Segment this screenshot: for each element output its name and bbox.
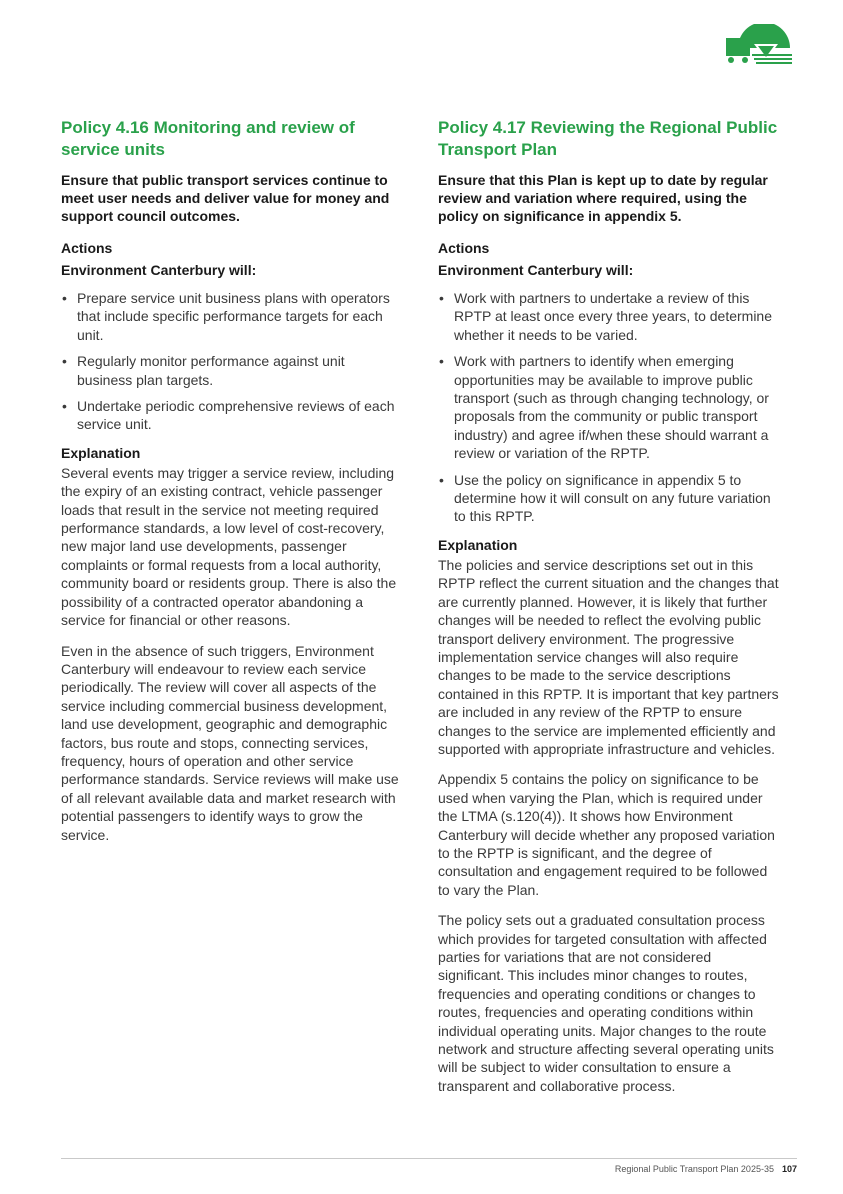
list-item: • Work with partners to undertake a review of this RPTP at least once every three years, to determine whether it needs to be varied. <box>438 289 780 344</box>
actions-heading: Actions <box>61 240 113 256</box>
list-item: • Use the policy on significance in appendix 5 to determine how it will consult on any future variation to this RPTP. <box>438 471 780 526</box>
actions-subheading: Environment Canterbury will: <box>438 262 634 278</box>
page-number: 107 <box>781 1164 797 1174</box>
actions-list <box>438 289 780 526</box>
policy-4-17-intro: Ensure that this Plan is kept up to date by regular review and variation where required, using the policy on significance in appendix 5. <box>438 172 768 224</box>
list-item: • Regularly monitor performance against unit business plan targets. <box>61 352 403 389</box>
footer-divider <box>61 1158 797 1159</box>
list-item: • Work with partners to identify when emerging opportunities may be available to improve public transport (such as through changing technology, or proposals from the community or public transport industry) and agree if/when these should warrant a review or variation of the RPTP. <box>438 352 780 462</box>
right-column <box>438 117 780 1107</box>
list-item: • Undertake periodic comprehensive reviews of each service unit. <box>61 397 403 434</box>
explanation-paragraph: Several events may trigger a service review, including the expiry of an existing contract, vehicle passenger loads that result in the service not meeting required performance standards, a low level of cost-recovery, new major land use developments, passenger complaints or formal requests from a local authority, community board or residents group. There is also the possibility of a contracted operator abandoning a service for financial or other reasons. <box>61 464 397 629</box>
explanation-paragraph: The policies and service descriptions set out in this RPTP reflect the current situation and the changes that are currently planned. However, it is likely that further changes will be needed to reflect the evolving public transport delivery environment. The progressive implementation service changes will also require changes to be made to the service descriptions contained in this RPTP. It is important that key partners are included in any review of the RPTP to ensure changes to the service are implemented efficiently and supported with appropriate infrastructure and vehicles. <box>438 556 779 757</box>
left-column <box>61 117 403 856</box>
explanation-heading: Explanation <box>438 536 518 553</box>
page-footer <box>615 1163 797 1175</box>
explanation-paragraph: Appendix 5 contains the policy on significance to be used when varying the Plan, which is required under the LTMA (s.120(4)). It shows how Environment Canterbury will decide whether any proposed variation to the RPTP is significant, and the degree of consultation and engagement required to be followed to vary the Plan. <box>438 771 775 898</box>
explanation-paragraph: The policy sets out a graduated consultation process which provides for targeted consultation with affected parties for variations that are not considered significant. This includes minor changes to routes, frequencies and operating conditions or changes to routes, frequencies and operating conditions within individual operating units. Major changes to the route network and structure affecting several operating units will be subject to wider consultation to ensure a transparent and collaborative process. <box>438 912 774 1094</box>
policy-4-16-title: Policy 4.16 Monitoring and review of service units <box>61 118 355 159</box>
footer-document-title: Regional Public Transport Plan 2025-35 <box>614 1164 774 1174</box>
transport-logo-icon <box>724 24 796 72</box>
policy-4-16-intro: Ensure that public transport services continue to meet user needs and deliver value for money and support council outcomes. <box>61 172 390 224</box>
explanation-paragraph: Even in the absence of such triggers, Environment Canterbury will endeavour to review each service periodically. The review will cover all aspects of the service including commercial business development, land use development, geographic and demographic factors, bus route and stops, connecting services, frequency, hours of operation and other service performance standards. Service reviews will make use of all relevant available data and market research with potential passengers to identify ways to grow the service. <box>61 642 399 843</box>
explanation-heading: Explanation <box>61 444 141 461</box>
actions-heading: Actions <box>438 240 490 256</box>
policy-4-17-title: Policy 4.17 Reviewing the Regional Public Transport Plan <box>438 118 778 159</box>
actions-subheading: Environment Canterbury will: <box>61 262 257 278</box>
actions-list <box>61 289 403 434</box>
list-item: • Prepare service unit business plans with operators that include specific performance targets for each unit. <box>61 289 403 344</box>
